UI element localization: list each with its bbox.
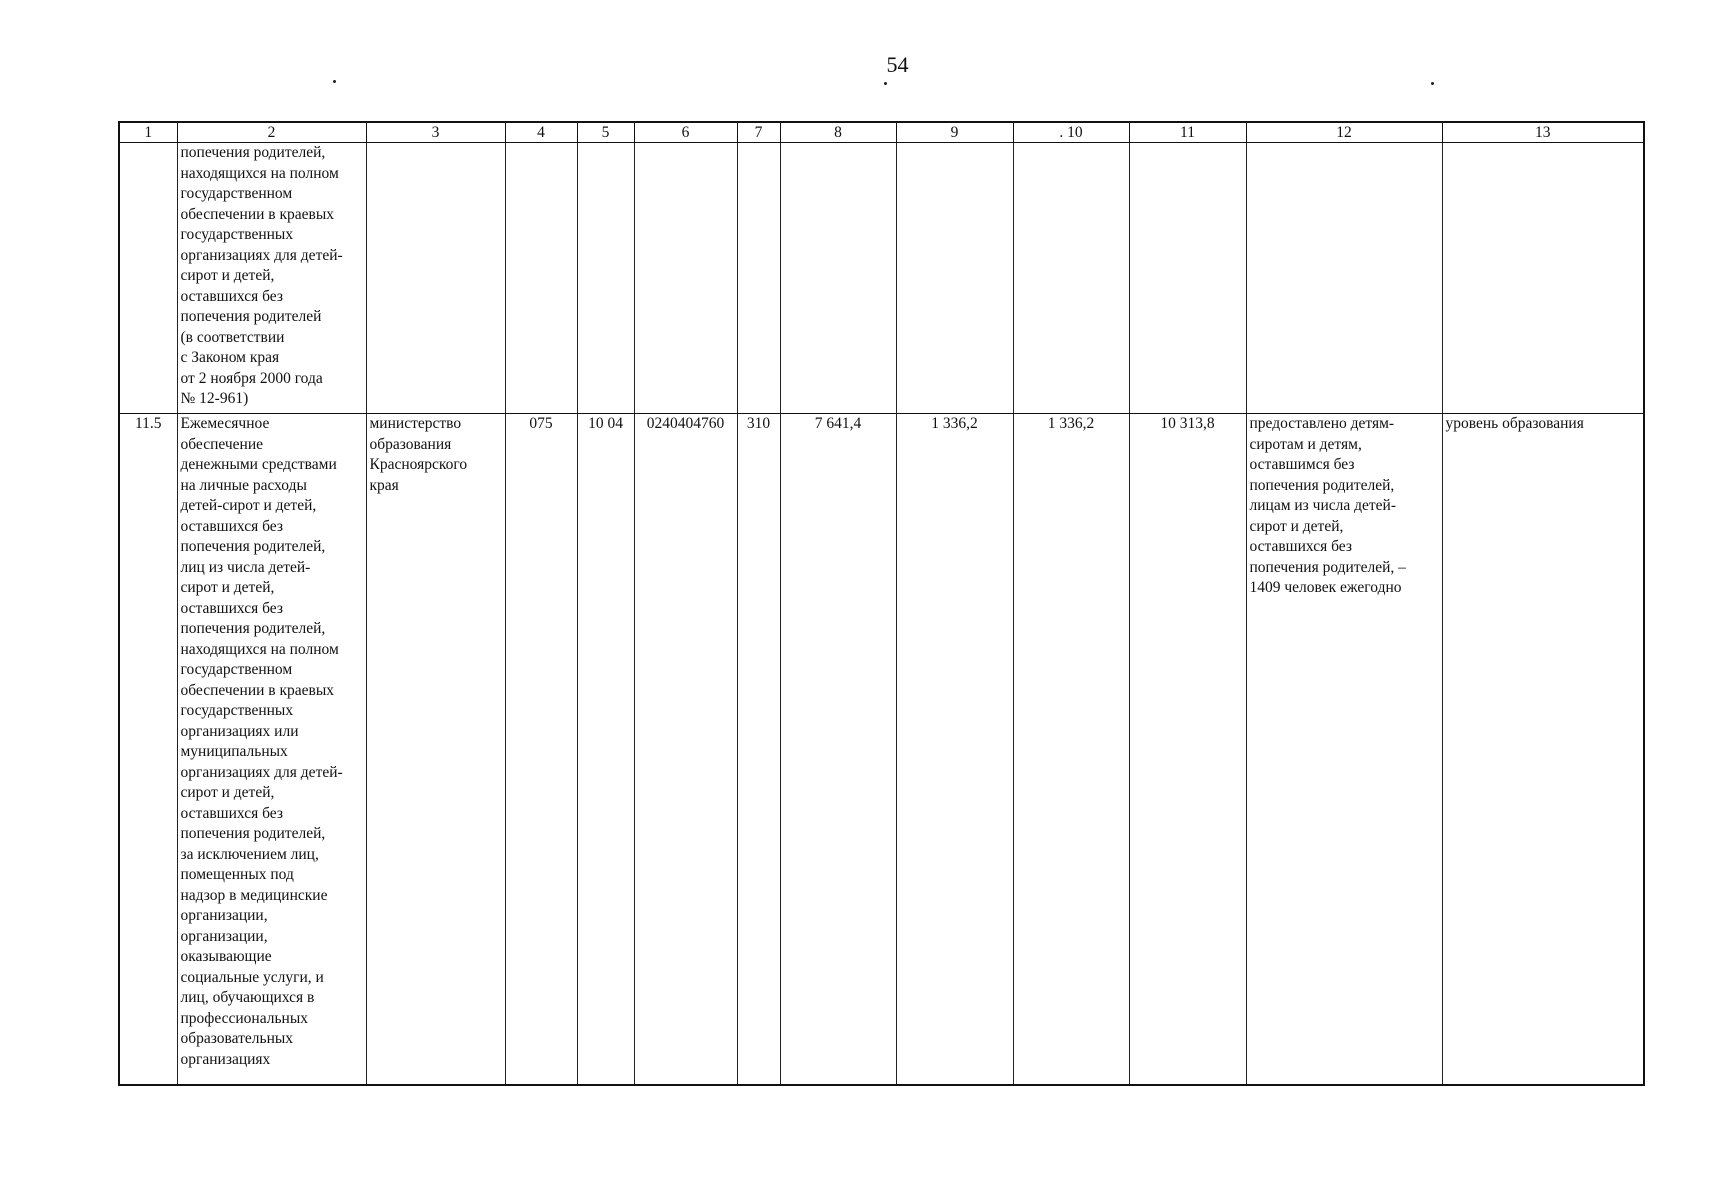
cell-vr: 310 xyxy=(737,414,780,1085)
column-header: 12 xyxy=(1246,122,1442,143)
cell-administrator xyxy=(366,414,505,1085)
table-row-11-5 xyxy=(119,414,1644,1085)
column-header: 5 xyxy=(577,122,634,143)
cell-num xyxy=(119,143,177,414)
cell-csr: 0240404760 xyxy=(634,414,737,1085)
measure-name: Ежемесячное обеспечение денежными средствами на личные расходы детей-сирот и детей, оставшихся без попечения родителей, лиц из числа детей- сирот и детей, оставшихся без попечения родителей, находящихся на полном государственном обеспечении в краевых государственных организациях или муниципальных организациях для детей- сирот и детей, оставшихся без попечения родителей, за исключением лиц, помещенных под надзор в медицинские организации, организации, оказывающие социальные услуги, и лиц, обучающихся в профессиональных образовательных организациях xyxy=(180,415,343,1068)
cell-result xyxy=(1246,414,1442,1085)
column-header: 4 xyxy=(505,122,577,143)
column-header: 2 xyxy=(177,122,366,143)
table-row-continued xyxy=(119,143,1644,414)
column-header: 8 xyxy=(780,122,896,143)
column-header: 3 xyxy=(366,122,505,143)
page-number: 54 xyxy=(886,52,909,77)
column-header: 13 xyxy=(1442,122,1644,143)
cell-name xyxy=(177,414,366,1085)
row-number: 11.5 xyxy=(119,414,177,1085)
scan-speck xyxy=(333,80,336,83)
scan-speck xyxy=(884,82,887,85)
cell-grbs: 075 xyxy=(505,414,577,1085)
program-measures-table xyxy=(118,121,1645,1086)
administrator-text: министерство образования Красноярского края xyxy=(369,415,468,494)
column-number-row xyxy=(119,122,1644,143)
cell-year-1: 7 641,4 xyxy=(780,414,896,1085)
cell-year-3: 1 336,2 xyxy=(1013,414,1129,1085)
column-header: 6 xyxy=(634,122,737,143)
column-header: . 10 xyxy=(1013,122,1129,143)
measure-name-continued: попечения родителей, находящихся на полном государственном обеспечении в краевых государственных организациях для детей- сирот и детей, оставшихся без попечения родителей (в соответствии с Законом края от 2 ноября 2000 года № 12-961) xyxy=(180,144,343,407)
cell-rzpr: 10 04 xyxy=(577,414,634,1085)
column-header: 7 xyxy=(737,122,780,143)
column-header: 1 xyxy=(119,122,177,143)
cell-year-2: 1 336,2 xyxy=(896,414,1013,1085)
cell-note: уровень образования xyxy=(1442,414,1644,1085)
cell-total: 10 313,8 xyxy=(1129,414,1246,1085)
column-header: 11 xyxy=(1129,122,1246,143)
scan-speck xyxy=(1431,82,1434,85)
column-header: 9 xyxy=(896,122,1013,143)
expected-result-text: предоставлено детям- сиротам и детям, оставшимся без попечения родителей, лицам из числа детей- сирот и детей, оставшихся без попечения родителей, – 1409 человек ежегодно xyxy=(1249,415,1406,596)
cell-name xyxy=(177,143,366,414)
